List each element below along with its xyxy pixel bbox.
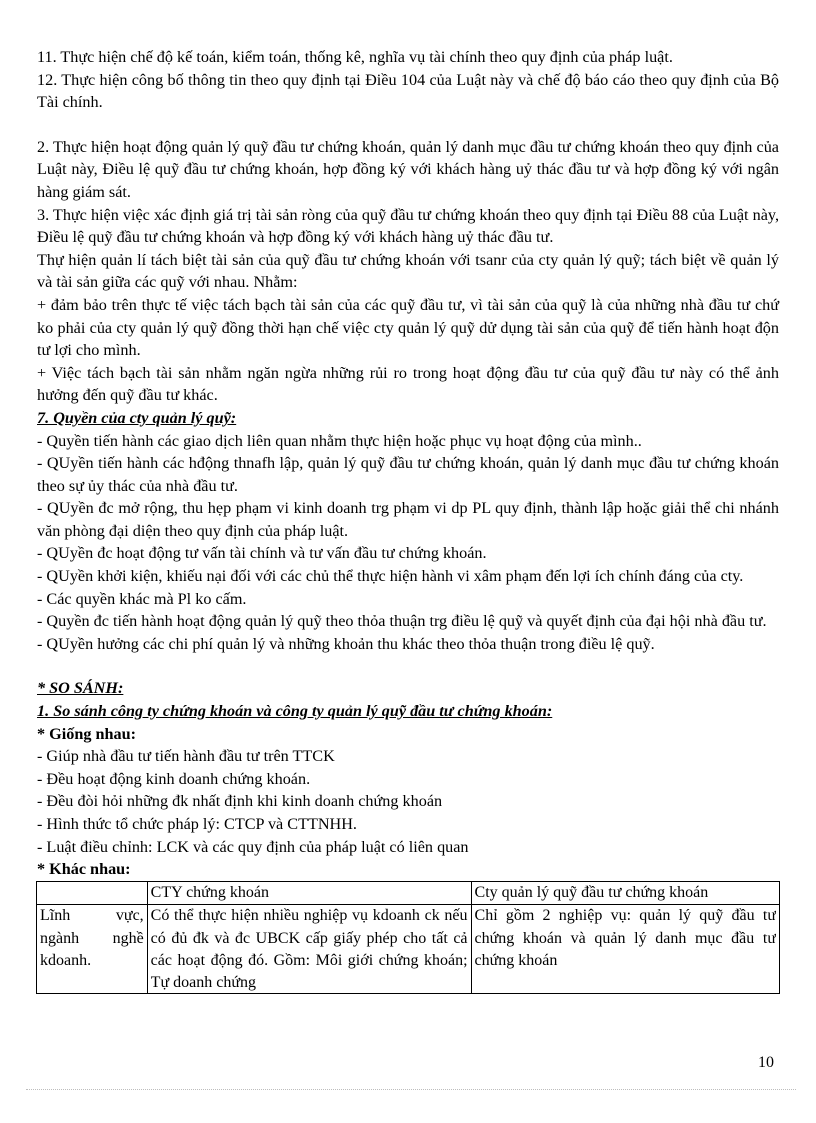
rights-item: - QUyền tiến hành các hđộng thnafh lập, quản lý quỹ đầu tư chứng khoán, quản lý danh mục đầu tư chứng khoán theo sự ủy thác của nhà đầu tư. — [37, 454, 779, 495]
compare-heading: * SO SÁNH: — [37, 679, 124, 698]
document-page — [37, 46, 779, 994]
comparison-table — [36, 881, 780, 994]
similarity-item: - Đều đòi hỏi những đk nhất định khi kinh doanh chứng khoán — [37, 792, 443, 811]
blank-line — [37, 655, 779, 677]
paragraph-item-11: 11. Thực hiện chế độ kế toán, kiểm toán, thống kê, nghĩa vụ tài chính theo quy định của pháp luật. — [37, 48, 673, 66]
rights-item: - Quyền đc tiến hành hoạt động quản lý quỹ theo thỏa thuận trg điều lệ quỹ và quyết định của đại hội nhà đầu tư. — [37, 612, 767, 631]
table-header-fund-company: Cty quản lý quỹ đầu tư chứng khoán — [471, 881, 779, 904]
footer-divider — [26, 1089, 796, 1090]
similarities-heading: * Giống nhau: — [37, 724, 136, 743]
table-row-label: Lĩnh vực, ngành nghề kdoanh. — [37, 905, 148, 994]
table-row — [37, 905, 780, 994]
rights-item: - Quyền tiến hành các giao dịch liên quan nhằm thực hiện hoặc phục vụ hoạt động của mình.. — [37, 431, 642, 450]
rights-item: - QUyền đc hoạt động tư vấn tài chính và tư vấn đầu tư chứng khoán. — [37, 544, 487, 563]
rights-item: - QUyền khởi kiện, khiếu nại đối với các chủ thể thực hiện hành vi xâm phạm đến lợi ích chính đáng của cty. — [37, 567, 744, 586]
section-7-heading: 7. Quyền của cty quản lý quỹ: — [37, 408, 237, 427]
rights-item: - Các quyền khác mà Pl ko cấm. — [37, 589, 247, 608]
similarity-item: - Hình thức tổ chức pháp lý: CTCP và CTTNHH. — [37, 815, 357, 833]
paragraph-asset-separation: Thự hiện quản lí tách biệt tài sản của quỹ đầu tư chứng khoán với tsanr của cty quản lý quỹ; tách biệt về quản lý và tài sản giữa các quỹ với nhau. Nhằm: — [37, 250, 779, 292]
compare-subheading: 1. So sánh công ty chứng khoán và công ty quản lý quỹ đầu tư chứng khoán: — [37, 702, 553, 721]
similarity-item: - Luật điều chỉnh: LCK và các quy định của pháp luật có liên quan — [37, 837, 469, 856]
table-header-cell-empty — [37, 881, 148, 904]
rights-item: - QUyền hưởng các chi phí quản lý và những khoản thu khác theo thỏa thuận trong điều lệ quỹ. — [37, 634, 655, 653]
paragraph-item-2: 2. Thực hiện hoạt động quản lý quỹ đầu tư chứng khoán, quản lý danh mục đầu tư chứng khoán theo quy định của Luật này, Điều lệ quỹ đầu tư chứng khoán, hợp đồng ký với khách hàng uỷ thác đầu tư và hợp đồng ký với ngân hàng giám sát. — [37, 137, 779, 201]
paragraph-plus-2: + Việc tách bạch tài sản nhằm ngăn ngừa những rủi ro trong hoạt động đầu tư của quỹ đầu tư này có thể ảnh hưởng đến quỹ đầu tư khác. — [37, 363, 779, 405]
table-cell-securities-company: Có thể thực hiện nhiều nghiệp vụ kdoanh ck nếu có đủ đk và đc UBCK cấp giấy phép cho tất cả các hoạt động đó. Gồm: Môi giới chứng khoán; Tự doanh chứng — [147, 905, 471, 994]
paragraph-plus-1: + đảm bảo trên thực tế việc tách bạch tài sản của các quỹ đầu tư, vì tài sản của quỹ là của những nhà đầu tư chứ ko phải của cty quản lý quỹ đồng thời hạn chế việc cty quản lý quỹ dử dụng tài sản của quỹ để tiến hành hoạt độn tư lợi cho mình. — [37, 295, 779, 360]
rights-item: - QUyền đc mở rộng, thu hẹp phạm vi kinh doanh trg phạm vi dp PL quy định, thành lập hoặc giải thể chi nhánh văn phòng đại diện theo quy định của pháp luật. — [37, 499, 779, 540]
differences-heading: * Khác nhau: — [37, 860, 131, 879]
page-number: 10 — [758, 1054, 774, 1071]
similarity-item: - Giúp nhà đầu tư tiến hành đầu tư trên TTCK — [37, 747, 335, 766]
blank-line — [37, 114, 779, 136]
paragraph-item-12: 12. Thực hiện công bố thông tin theo quy định tại Điều 104 của Luật này và chế độ báo cáo theo quy định của Bộ Tài chính. — [37, 70, 779, 112]
paragraph-item-3: 3. Thực hiện việc xác định giá trị tài sản ròng của quỹ đầu tư chứng khoán theo quy định tại Điều 88 của Luật này, Điều lệ quỹ đầu tư chứng khoán và hợp đồng ký với khách hàng uỷ thác đầu tư. — [37, 205, 779, 247]
similarity-item: - Đều hoạt động kinh doanh chứng khoán. — [37, 769, 311, 788]
table-header-row — [37, 881, 780, 904]
table-cell-fund-company: Chỉ gồm 2 nghiệp vụ: quản lý quỹ đầu tư chứng khoán và quản lý danh mục đầu tư chứng khoán — [471, 905, 779, 994]
table-header-securities-company: CTY chứng khoán — [147, 881, 471, 904]
